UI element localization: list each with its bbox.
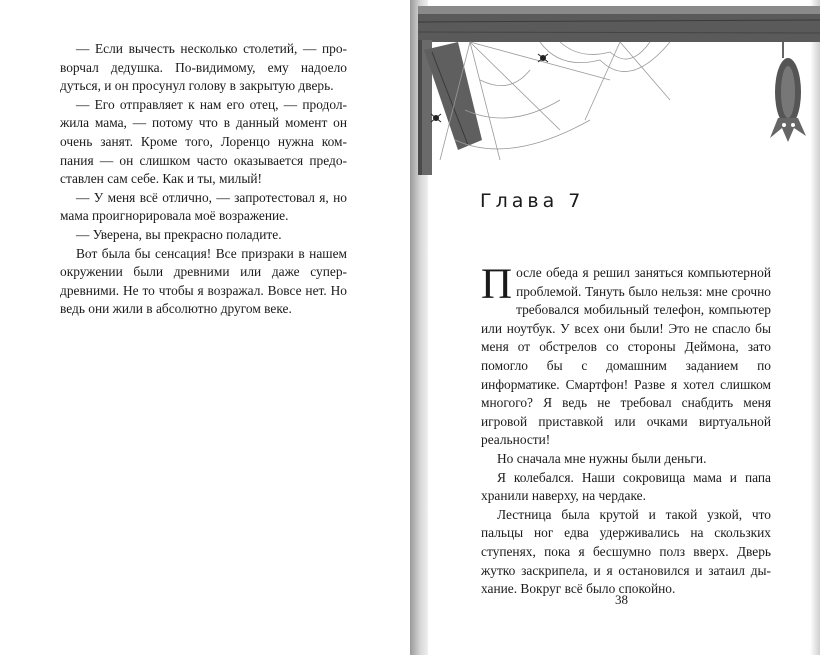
first-paragraph-text: осле обеда я решил заняться компьютерной проблемой. Тянуть было нельзя: мне срочно требовался мобильный телефон, компьютер или ноутбук. У всех они были! Это не спасло бы меня от обстрелов со стороны Деймона, зато помогло бы с домашним заданием по информатике. Смартфон! Разве я хотел слишком многого? Я ведь не требовал снабдить меня игровой приставкой или очками виртуальной реальности! bbox=[481, 265, 771, 448]
spider-icon bbox=[431, 114, 441, 122]
attic-beam-illustration bbox=[410, 0, 820, 175]
right-page-text bbox=[481, 261, 771, 599]
paragraph: — Если вычесть несколько столетий, — проворчал дедушка. По-видимому, ему надоело дуться, и он просунул голову в закрытую дверь. bbox=[60, 41, 347, 94]
paragraph: Вот была бы сенсация! Все призраки в нашем окружении были древними или даже супер-древними. Не то чтобы я возражал. Вовсе нет. Но ведь они жили в абсолютно другом веке. bbox=[60, 245, 347, 317]
drop-cap: П bbox=[481, 261, 513, 308]
left-page-text bbox=[60, 40, 347, 319]
diagonal-brace bbox=[424, 42, 482, 150]
paragraph: Лестница была крутой и такой узкой, что пальцы ног едва удерживались на скользких ступенях, пока я бесшумно полз вверх. Дверь жутко заскрипела, и я остановился и затаил дыхание. Вокруг всё было спокойно. bbox=[481, 506, 771, 597]
paragraph: — У меня всё отлично, — запротестовал я, но мама проигнорировала моё возражение. bbox=[60, 189, 347, 224]
paragraph: Но сначала мне нужны были деньги. bbox=[497, 450, 707, 466]
paragraph: Я колебался. Наши сокровища мама и папа хранили наверху, на чердаке. bbox=[481, 469, 771, 504]
chapter-title: Глава 7 bbox=[480, 190, 585, 212]
paragraph: — Его отправляет к нам его отец, — продолжила мама, — потому что в данный момент он очень занят. Кроме того, Лоренцо нужна компания — он слишком часто оказывается предоставлен сам себе. Как и ты, милый! bbox=[60, 96, 347, 187]
spider-icon bbox=[538, 54, 548, 62]
bat-icon bbox=[770, 42, 806, 142]
paragraph: — Уверена, вы прекрасно поладите. bbox=[76, 226, 282, 242]
first-paragraph bbox=[481, 261, 771, 450]
page-number: 38 bbox=[615, 592, 628, 607]
right-page bbox=[410, 0, 820, 655]
